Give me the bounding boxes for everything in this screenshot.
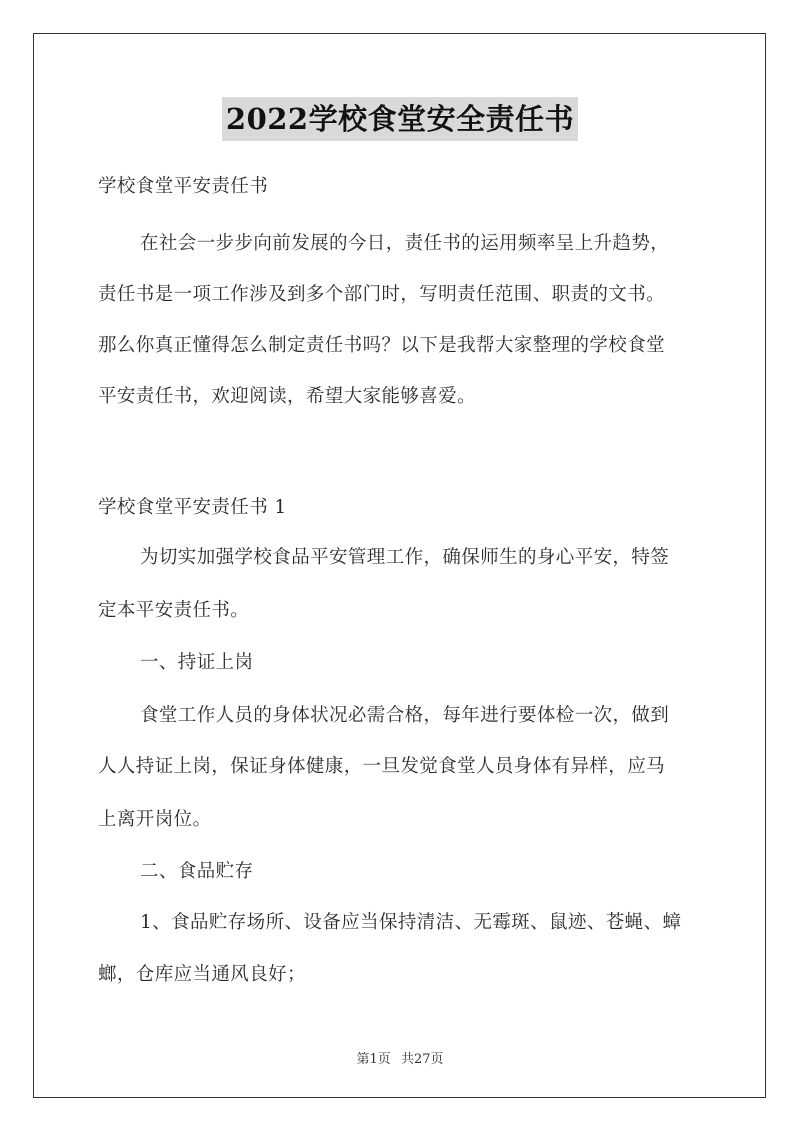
para-1-line-1: 为切实加强学校食品平安管理工作，确保师生的身心平安，特签 [140,547,670,568]
intro-line-3: 那么你真正懂得怎么制定责任书吗？以下是我帮大家整理的学校食堂 [98,335,666,356]
section-2-line-2: 螂，仓库应当通风良好； [98,964,306,985]
section-2-line-1: 1、食品贮存场所、设备应当保持清洁、无霉斑、鼠迹、苍蝇、蟑 [140,912,682,933]
page-total: 共27页 [400,1052,444,1067]
title-wrap [0,97,800,141]
section-2-title: 二、食品贮存 [140,861,254,882]
section-1-title: 一、持证上岗 [140,652,254,673]
document-title: 2022学校食堂安全责任书 [222,97,578,141]
intro-line-2: 责任书是一项工作涉及到多个部门时，写明责任范围、职责的文书。 [98,284,666,305]
para-1-line-2: 定本平安责任书。 [98,600,250,621]
section-1-line-3: 上离开岗位。 [98,809,212,830]
intro-line-4: 平安责任书，欢迎阅读，希望大家能够喜爱。 [98,386,477,407]
heading-school-canteen-safety: 学校食堂平安责任书 [98,176,269,197]
page-footer [0,1048,800,1067]
section-1-line-1: 食堂工作人员的身体状况必需合格，每年进行要体检一次，做到 [140,705,670,726]
heading-responsibility-1: 学校食堂平安责任书 1 [98,497,287,518]
intro-line-1: 在社会一步步向前发展的今日，责任书的运用频率呈上升趋势， [140,233,670,254]
page-number: 第1页 [356,1052,391,1067]
section-1-line-2: 人人持证上岗，保证身体健康，一旦发觉食堂人员身体有异样，应马 [98,756,666,777]
